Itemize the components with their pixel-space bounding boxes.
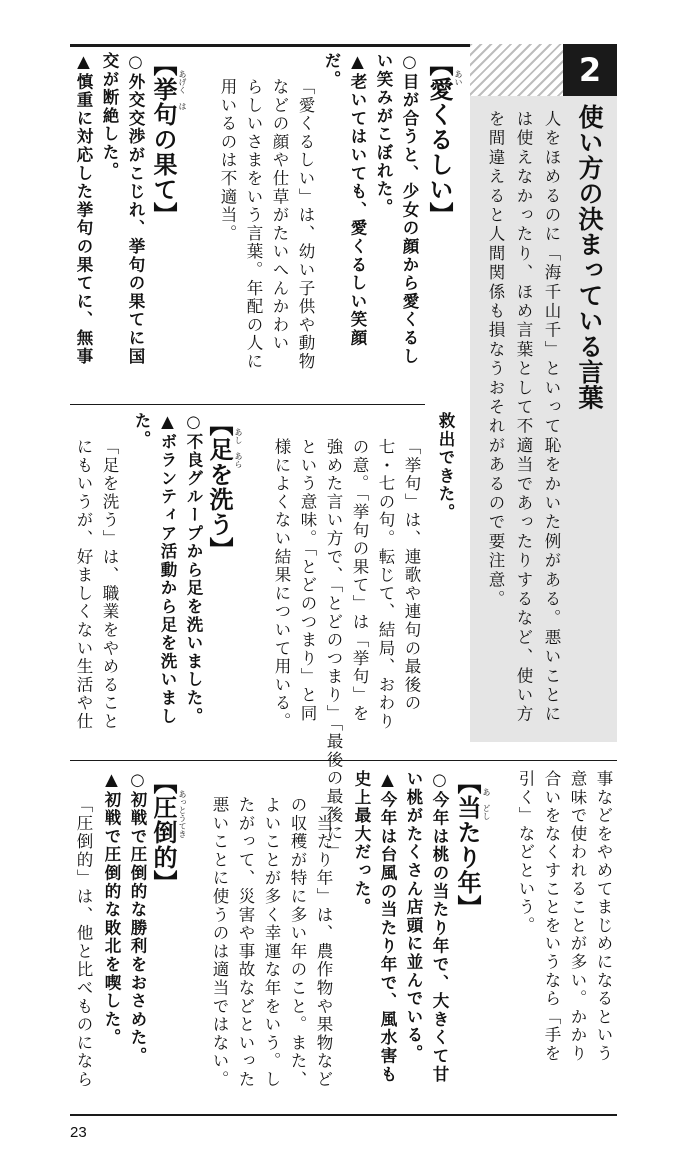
intro-line-3: を間違えると人間関係も損なうおそれがあるので要注意。 — [486, 110, 505, 610]
entry-heading-aikurushii: 【愛くるしい】 — [425, 52, 453, 227]
example-bad-aikurushii: ▲老いてはいても、愛くるしい笑顔 だ。 — [322, 52, 367, 348]
continuation-ashiwoarau: 事などをやめてまじめになるという 意味で使われることが多い。かかり 合いをなくすことをいうなら「手を 引く」などという。 — [516, 770, 613, 1063]
ruby-aikurushii: あい — [454, 70, 463, 86]
section-divider-upper — [70, 404, 425, 405]
ruby-attouteki: あっとうてき — [178, 790, 187, 838]
intro-line-2: は使えなかったり、ほめ言葉として不適当であったりするなど、使い方 — [514, 110, 533, 725]
entry-heading-atarinen: 【当たり年】 — [453, 770, 481, 920]
example-bad-kyokunohate: ▲慎重に対応した挙句の果てに、無事 — [74, 52, 93, 366]
explanation-ashiwoarau: 「足を洗う」は、職業をやめること にもいうが、好ましくない生活や仕 — [74, 438, 119, 731]
section-title: 使い方の決まっている言葉 — [575, 104, 604, 410]
example-good-kyokunohate: ○外交交渉がこじれ、挙句の果てに国 交が断絶した。 — [100, 52, 145, 366]
entry-heading-ashiwoarau: 【足を洗う】 — [205, 412, 233, 562]
example-bad-atarinen: ▲今年は台風の当たり年で、風水害も 史上最大だった。 — [352, 770, 397, 1084]
explanation-kyokunohate: 「挙句」は、連歌や連句の最後の 七・七の句。転じて、結局、おわり の意。「挙句の果て」は「挙句」を 強めた言い方で、「とどのつまり」「最後の最後に」 という意味。「とどのつまり」と同 様によくない結果について用いる。 — [272, 438, 421, 861]
ruby-ashiwoarau: あし あら — [234, 428, 243, 468]
explanation-attouteki: 「圧倒的」は、他と比べものになら — [74, 796, 93, 1089]
example-good-aikurushii: ○目が合うと、少女の顔から愛くるし い笑みがこぼれた。 — [374, 52, 419, 366]
top-rule — [70, 44, 470, 47]
explanation-aikurushii: 「愛くるしい」は、幼い子供や動物 などの顔や仕草がたいへんかわい らしいさまをいう言葉。年配の人に 用いるのは不適当。 — [218, 78, 315, 371]
example-good-attouteki: ○初戦で圧倒的な勝利をおさめた。 — [128, 770, 147, 1066]
example-good-atarinen: ○今年は桃の当たり年で、大きくて甘 い桃がたくさん店頭に並んでいる。 — [404, 770, 449, 1084]
example-bad-ashiwoarau: ▲ボランティア活動から足を洗いまし た。 — [132, 412, 177, 726]
section-number: 2 — [563, 44, 617, 96]
page-number: 23 — [70, 1124, 87, 1141]
example-good-ashiwoarau: ○不良グループから足を洗いました。 — [184, 412, 203, 726]
continuation-kyokunohate: 救出できた。 — [436, 412, 455, 522]
ruby-kyokunohate: あげく は — [178, 70, 187, 110]
entry-heading-kyokunohate: 【挙句の果て】 — [149, 52, 177, 227]
entry-heading-attouteki: 【圧倒的】 — [149, 770, 177, 895]
explanation-atarinen: 「当たり年」は、農作物や果物など の収穫が特に多い年のこと。また、 よいことが多く幸運な年をいう。し たがって、災害や事故などといった 悪いことに使うのは適当ではない。 — [210, 796, 333, 1089]
ruby-atarinen: あ どし — [482, 788, 491, 820]
example-bad-attouteki: ▲初戦で圧倒的な敗北を喫した。 — [102, 770, 121, 1047]
intro-line-1: 人をほめるのに「海千山千」といって恥をかいた例がある。悪いことに — [542, 110, 561, 725]
bottom-rule — [70, 1114, 617, 1116]
title-hatch-decoration — [470, 44, 563, 96]
